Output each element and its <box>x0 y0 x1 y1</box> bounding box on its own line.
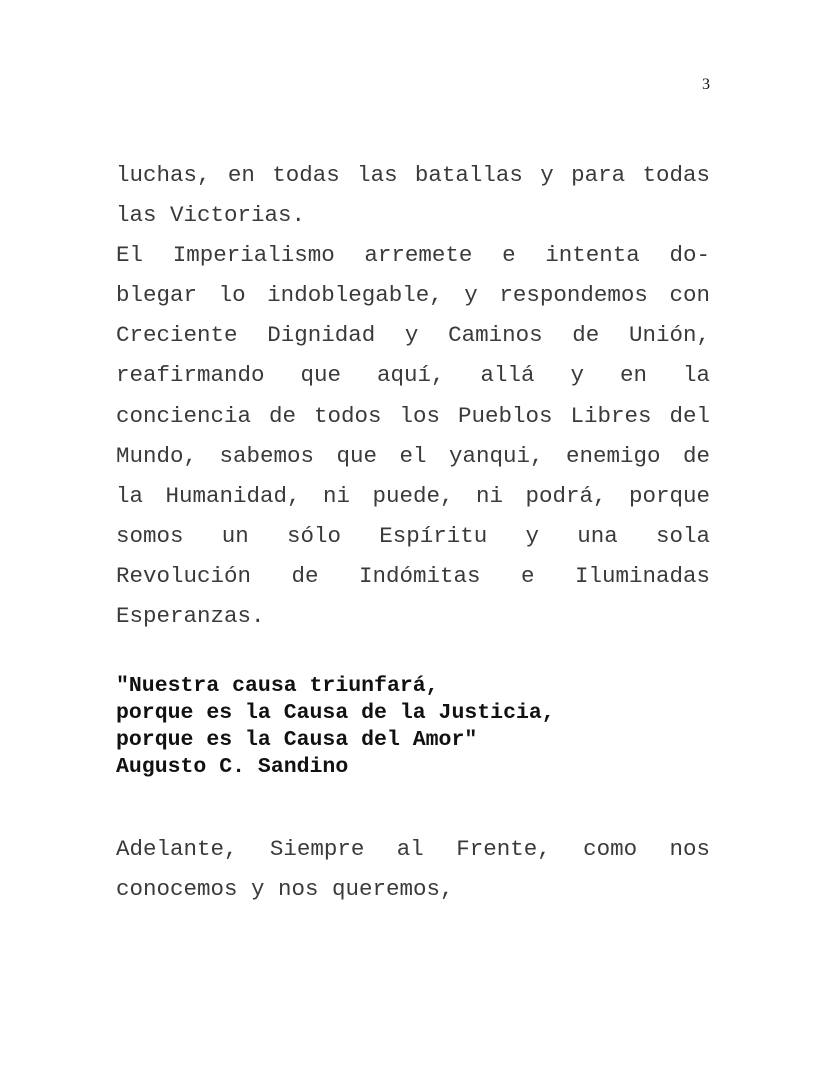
text-line: Mundo, sabemos que el yanqui, enemigo de <box>116 442 710 469</box>
sandino-quote <box>116 673 710 781</box>
body-paragraph-2 <box>116 829 710 909</box>
text-line: Esperanzas. <box>116 603 265 630</box>
text-line: reafirmando que aquí, allá y en la <box>116 362 710 389</box>
text-line: El Imperialismo arremete e intenta do- <box>116 242 710 269</box>
quote-line: porque es la Causa de la Justicia, <box>116 701 555 725</box>
page-number: 3 <box>702 76 710 93</box>
text-line: conocemos y nos queremos, <box>116 876 454 903</box>
text-line: Creciente Dignidad y Caminos de Unión, <box>116 322 710 349</box>
text-line: la Humanidad, ni puede, ni podrá, porque <box>116 482 710 509</box>
text-line: conciencia de todos los Pueblos Libres del <box>116 402 710 429</box>
quote-line: "Nuestra causa triunfará, <box>116 674 439 698</box>
text-line: luchas, en todas las batallas y para todas <box>116 162 710 188</box>
quote-line: porque es la Causa del Amor" <box>116 728 478 752</box>
text-line: Revolución de Indómitas e Iluminadas <box>116 562 710 589</box>
text-line: blegar lo indoblegable, y respondemos con <box>116 282 710 309</box>
text-line: las Victorias. <box>116 202 306 229</box>
text-line: somos un sólo Espíritu y una sola <box>116 522 710 549</box>
body-paragraph-1 <box>116 155 710 636</box>
text-line: Adelante, Siempre al Frente, como nos <box>116 836 710 862</box>
quote-author: Augusto C. Sandino <box>116 755 349 779</box>
